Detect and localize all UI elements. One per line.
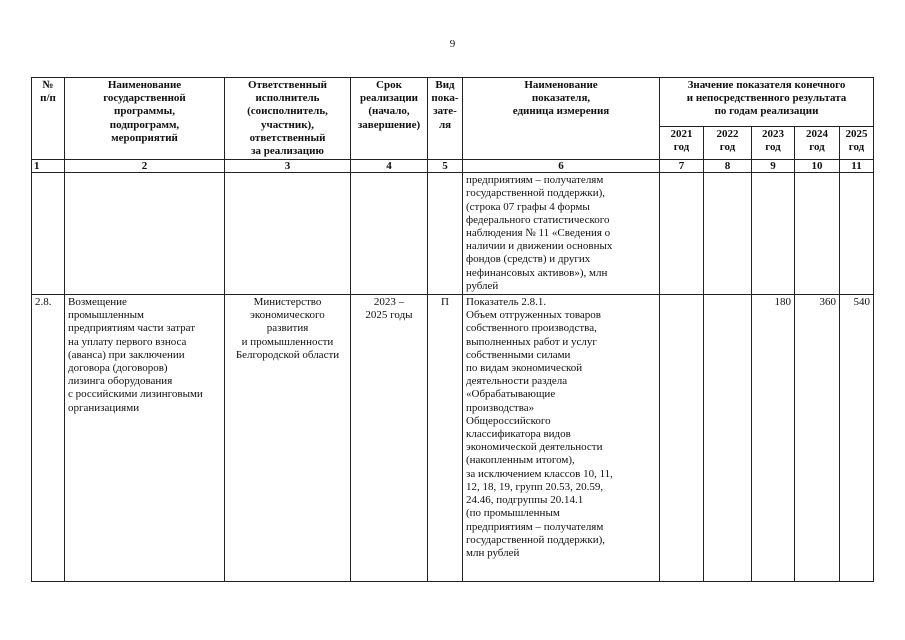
column-number-row xyxy=(32,160,874,173)
header-values-group: Значение показателя конечного и непосредственного результата по годам реализации xyxy=(660,78,874,127)
column-number: 4 xyxy=(351,160,428,173)
column-number: 3 xyxy=(225,160,351,173)
column-number: 7 xyxy=(660,160,704,173)
continuation-row xyxy=(32,173,874,295)
header-row xyxy=(32,78,874,127)
header-year-2024: 2024 год xyxy=(795,126,840,160)
measure-name: Возмещение промышленным предприятиям части затрат на уплату первого взноса (аванса) при заключении договора (договоров) лизинга оборудования с российскими лизинговыми организациями xyxy=(65,295,225,582)
indicator-text: Показатель 2.8.1. Объем отгруженных товаров собственного производства, выполненных работ и услуг собственными силами по видам экономической деятельности раздела «Обрабатывающие производства» Общероссийского классификатора видов экономической деятельности (накопленным итогом), за исключением классов 10, 11, 12, 18, 19, групп 20.53, 20.59, 24.46, подгруппы 20.14.1 (по промышленным предприятиям – получателям государственной поддержки), млн рублей xyxy=(463,295,660,582)
implementation-period: 2023 – 2025 годы xyxy=(351,295,428,582)
header-year-2025: 2025 год xyxy=(840,126,874,160)
value-2022 xyxy=(704,295,752,582)
column-number: 11 xyxy=(840,160,874,173)
column-number: 8 xyxy=(704,160,752,173)
row-number: 2.8. xyxy=(32,295,65,582)
indicator-type: П xyxy=(428,295,463,582)
program-table xyxy=(31,77,874,582)
column-number: 2 xyxy=(65,160,225,173)
header-col-5: Вид пока- зате- ля xyxy=(428,78,463,160)
header-year-2023: 2023 год xyxy=(752,126,795,160)
table-row-2-8 xyxy=(32,295,874,582)
page-number: 9 xyxy=(449,38,456,50)
header-col-2: Наименование государственной программы, подпрограмм, мероприятий xyxy=(65,78,225,160)
value-2023: 180 xyxy=(752,295,795,582)
header-col-6: Наименование показателя, единица измерения xyxy=(463,78,660,160)
header-col-3: Ответственный исполнитель (соисполнитель, участник), ответственный за реализацию xyxy=(225,78,351,160)
responsible-executor: Министерство экономического развития и промышленности Белгородской области xyxy=(225,295,351,582)
column-number: 9 xyxy=(752,160,795,173)
column-number: 10 xyxy=(795,160,840,173)
column-number: 5 xyxy=(428,160,463,173)
column-number: 6 xyxy=(463,160,660,173)
header-year-2021: 2021 год xyxy=(660,126,704,160)
header-col-1: № п/п xyxy=(32,78,65,160)
value-2024: 360 xyxy=(795,295,840,582)
indicator-text-continued: предприятиям – получателям государственной поддержки), (строка 07 графы 4 формы федерального статистического наблюдения № 11 «Сведения о наличии и движении основных фондов (средств) и других нефинансовых активов»), млн рублей xyxy=(463,173,660,295)
header-year-2022: 2022 год xyxy=(704,126,752,160)
value-2021 xyxy=(660,295,704,582)
header-col-4: Срок реализации (начало, завершение) xyxy=(351,78,428,160)
column-number: 1 xyxy=(32,160,65,173)
value-2025: 540 xyxy=(840,295,874,582)
